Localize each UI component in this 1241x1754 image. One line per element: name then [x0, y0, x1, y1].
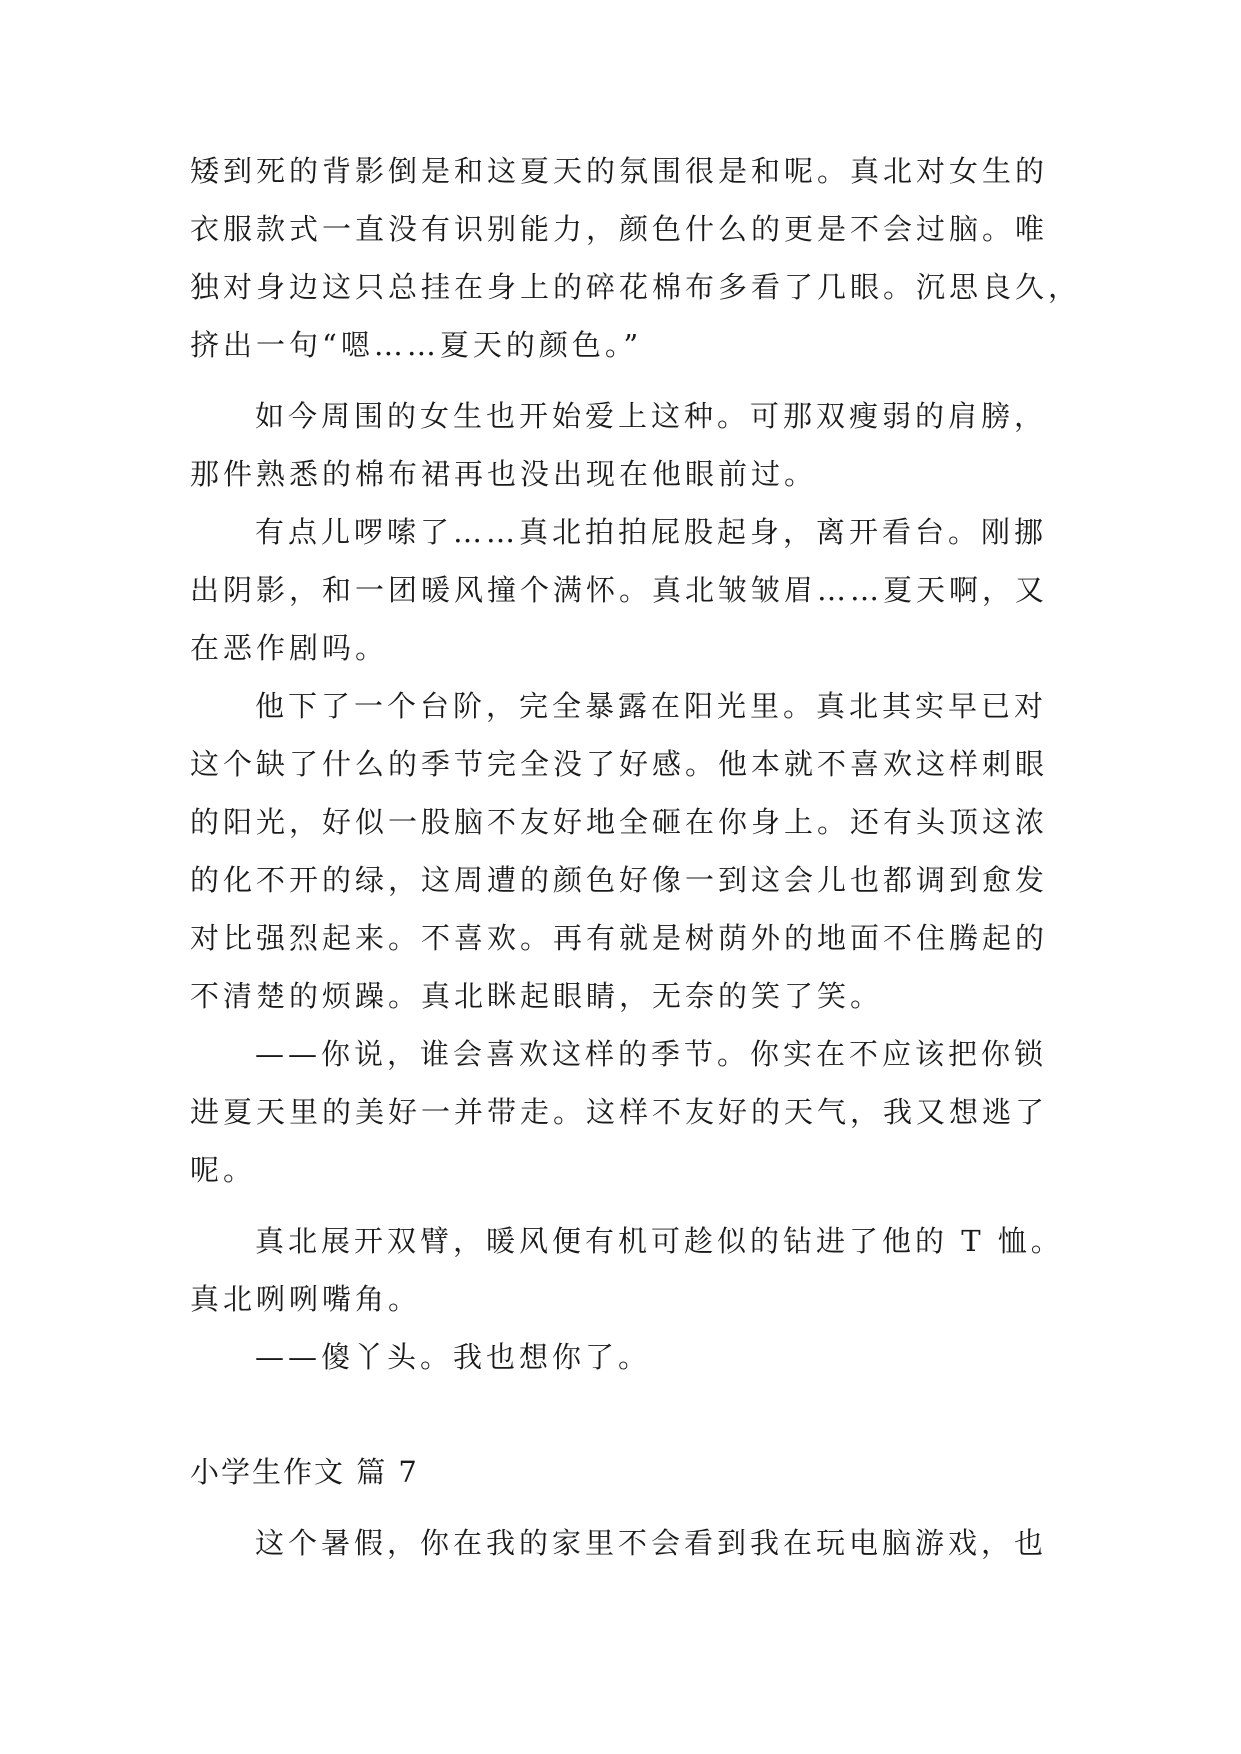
paragraph-first-line: ——傻丫头。我也想你了。: [255, 1340, 652, 1374]
text-line: 真北咧咧嘴角。: [190, 1282, 422, 1316]
paragraph-first-line: 这个暑假，你在我的家里不会看到我在玩电脑游戏，也: [255, 1526, 1048, 1560]
text-line: 在恶作剧吗。: [190, 631, 389, 665]
text-line: 矮到死的背影倒是和这夏天的氛围很是和呢。真北对女生的: [190, 154, 1049, 188]
text-line: 衣服款式一直没有识别能力，颜色什么的更是不会过脑。唯: [190, 212, 1049, 246]
text-line: 那件熟悉的棉布裙再也没出现在他眼前过。: [190, 457, 818, 491]
paragraph-first-line: ——你说，谁会喜欢这样的季节。你实在不应该把你锁: [255, 1037, 1048, 1071]
paragraph-first-line: 有点儿啰嗦了……真北拍拍屁股起身，离开看台。刚挪: [255, 515, 1048, 549]
text-line: 这个缺了什么的季节完全没了好感。他本就不喜欢这样刺眼: [190, 747, 1049, 781]
text-line: 出阴影，和一团暖风撞个满怀。真北皱皱眉……夏天啊，又: [190, 573, 1049, 607]
paragraph-first-line: 如今周围的女生也开始爱上这种。可那双瘦弱的肩膀，: [255, 399, 1048, 433]
text-line: 呢。: [190, 1153, 257, 1187]
text-line: 进夏天里的美好一并带走。这样不友好的天气，我又想逃了: [190, 1095, 1049, 1129]
paragraph-first-line: 他下了一个台阶，完全暴露在阳光里。真北其实早已对: [255, 689, 1048, 723]
section-heading: 小学生作文 篇 7: [190, 1455, 419, 1489]
text-line: 的阳光，好似一股脑不友好地全砸在你身上。还有头顶这浓: [190, 805, 1049, 839]
text-line: 的化不开的绿，这周遭的颜色好像一到这会儿也都调到愈发: [190, 863, 1049, 897]
text-line: 独对身边这只总挂在身上的碎花棉布多看了几眼。沉思良久，: [190, 270, 1082, 304]
text-line: 对比强烈起来。不喜欢。再有就是树荫外的地面不住腾起的: [190, 921, 1049, 955]
text-line: 不清楚的烦躁。真北眯起眼睛，无奈的笑了笑。: [190, 979, 884, 1013]
paragraph-first-line: 真北展开双臂，暖风便有机可趁似的钻进了他的 T 恤。: [255, 1224, 1064, 1258]
text-line: 挤出一句“嗯……夏天的颜色。”: [190, 328, 643, 362]
